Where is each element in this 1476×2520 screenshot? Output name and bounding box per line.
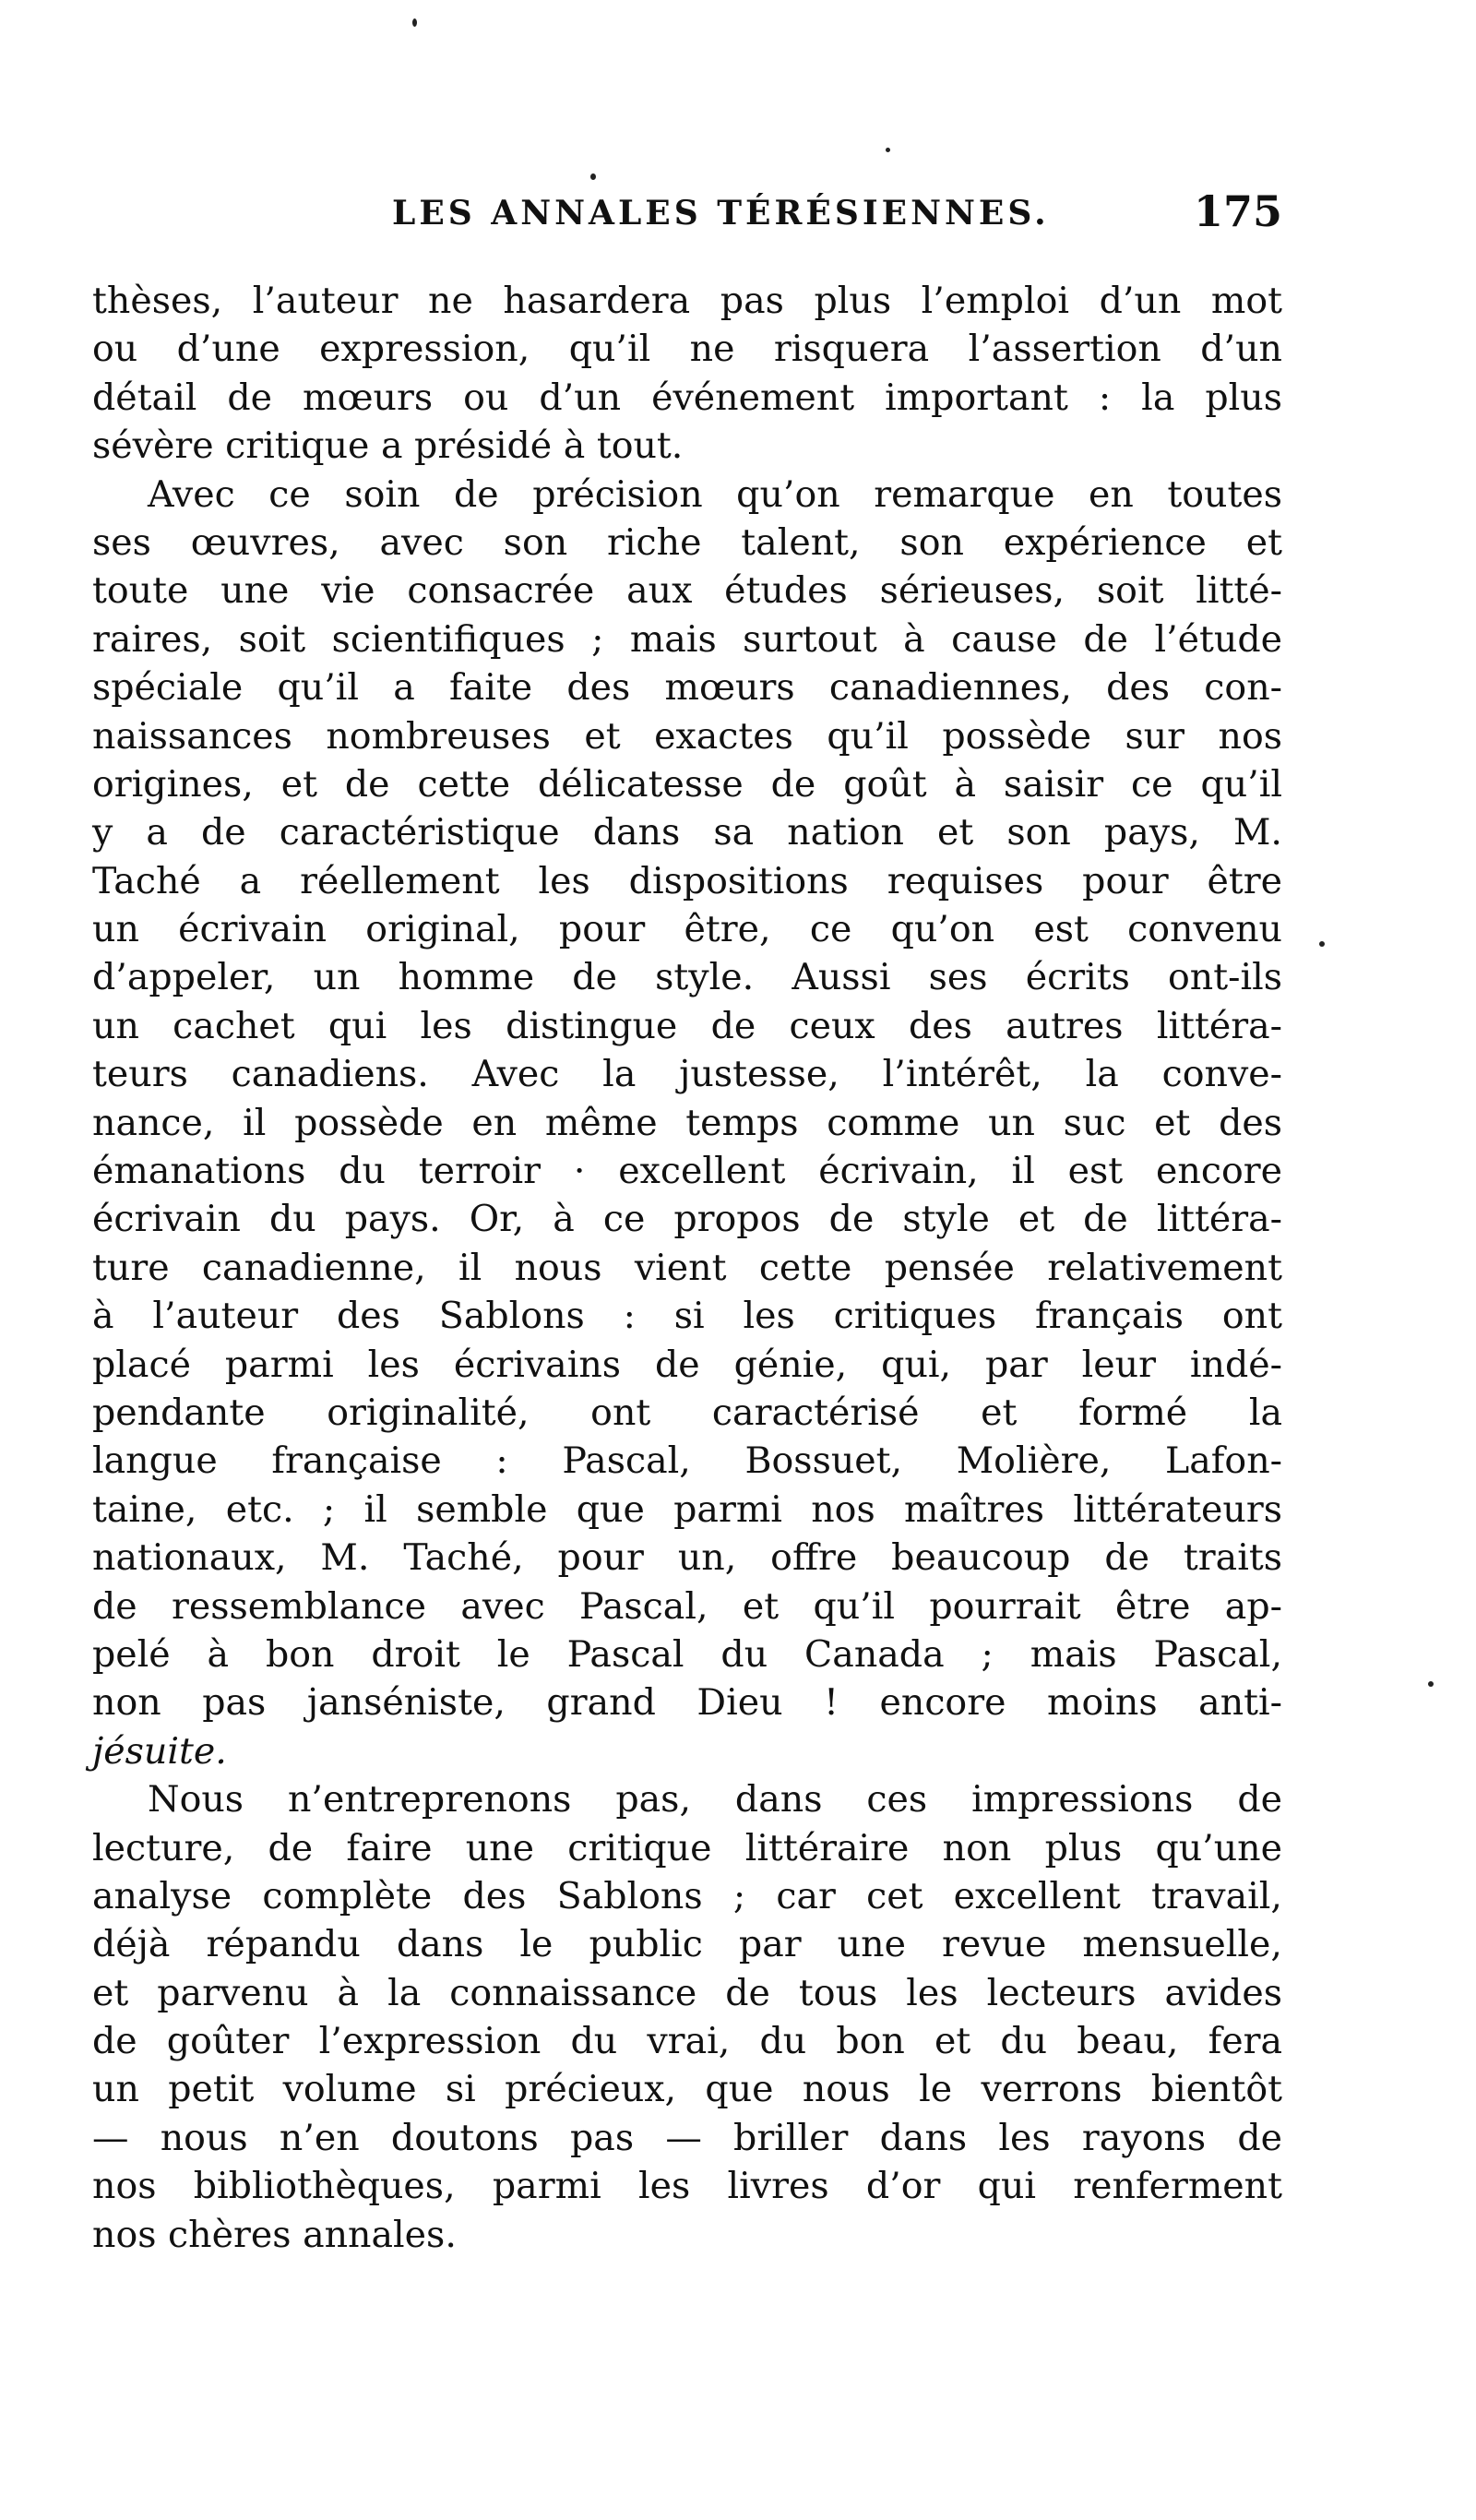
text-line: Nous n’entreprenons pas, dans ces impressions de — [148, 1778, 1282, 1821]
paragraph-1 — [92, 277, 1282, 471]
text-line: de goûter l’expression du vrai, du bon et du beau, fera — [92, 2020, 1282, 2063]
text-line: langue française : Pascal, Bossuet, Molière, Lafon- — [92, 1439, 1282, 1483]
text-line: sévère critique a présidé à tout. — [92, 424, 684, 468]
text-line: raires, soit scientifiques ; mais surtout à cause de l’étude — [92, 617, 1282, 661]
text-line: de ressemblance avec Pascal, et qu’il pourrait être ap- — [92, 1584, 1282, 1628]
text-line: ou d’une expression, qu’il ne risquera l’assertion d’un — [92, 328, 1282, 371]
text-line: déjà répandu dans le public par une revue mensuelle, — [92, 1923, 1282, 1966]
text-line: ses œuvres, avec son riche talent, son expérience et — [92, 520, 1282, 564]
text-line: nance, il possède en même temps comme un suc et des — [92, 1101, 1282, 1144]
text-line: nationaux, M. Taché, pour un, offre beaucoup de traits — [92, 1536, 1282, 1580]
text-line: un écrivain original, pour être, ce qu’on est convenu — [92, 908, 1282, 951]
text-line: un cachet qui les distingue de ceux des autres littéra- — [92, 1004, 1282, 1047]
text-line: d’appeler, un homme de style. Aussi ses écrits ont-ils — [92, 956, 1282, 999]
text-line: émanations du terroir · excellent écrivain, il est encore — [92, 1150, 1282, 1193]
text-line: un petit volume si précieux, que nous le verrons bientôt — [92, 2068, 1282, 2111]
body-text — [92, 277, 1282, 2259]
text-line: toute une vie consacrée aux études sérieuses, soit litté- — [92, 569, 1282, 613]
text-line: thèses, l’auteur ne hasardera pas plus l’emploi d’un mot — [92, 280, 1282, 322]
ink-speck — [1319, 941, 1325, 947]
text-line: teurs canadiens. Avec la justesse, l’intérêt, la conve- — [92, 1053, 1282, 1096]
text-line: placé parmi les écrivains de génie, qui, par leur indé- — [92, 1343, 1282, 1386]
paragraph-2 — [92, 471, 1282, 1776]
text-line: Taché a réellement les dispositions requises pour être — [92, 859, 1282, 902]
text-line: jésuite. — [92, 1729, 227, 1773]
running-head — [92, 186, 1282, 249]
ink-speck — [1428, 1681, 1434, 1687]
text-line: — nous n’en doutons pas — briller dans les rayons de — [92, 2116, 1282, 2159]
text-line: pendante originalité, ont caractérisé et formé la — [92, 1391, 1282, 1434]
text-line: à l’auteur des Sablons : si les critiques français ont — [92, 1295, 1282, 1338]
text-line: nos bibliothèques, parmi les livres d’or qui renferment — [92, 2165, 1282, 2208]
page-number: 175 — [1193, 186, 1282, 236]
text-line: ture canadienne, il nous vient cette pensée relativement — [92, 1246, 1282, 1289]
text-line: origines, et de cette délicatesse de goût à saisir ce qu’il — [92, 762, 1282, 806]
running-title: LES ANNALES TÉRÉSIENNES. — [392, 194, 1050, 233]
ink-speck — [886, 148, 890, 152]
text-line: analyse complète des Sablons ; car cet excellent travail, — [92, 1874, 1282, 1917]
ink-speck — [590, 173, 596, 180]
text-line: spéciale qu’il a faite des mœurs canadiennes, des con- — [92, 666, 1282, 710]
text-line: et parvenu à la connaissance de tous les lecteurs avides — [92, 1971, 1282, 2014]
text-line: naissances nombreuses et exactes qu’il possède sur nos — [92, 714, 1282, 758]
text-line: nos chères annales. — [92, 2213, 457, 2256]
text-line: Avec ce soin de précision qu’on remarque en toutes — [148, 472, 1282, 516]
ink-speck — [412, 18, 417, 27]
text-line: lecture, de faire une critique littéraire non plus qu’une — [92, 1826, 1282, 1869]
text-line: détail de mœurs ou d’un événement important : la plus — [92, 376, 1282, 419]
text-line: y a de caractéristique dans sa nation et son pays, M. — [92, 811, 1282, 854]
text-line: pelé à bon droit le Pascal du Canada ; mais Pascal, — [92, 1632, 1282, 1676]
text-line: taine, etc. ; il semble que parmi nos maîtres littérateurs — [92, 1487, 1282, 1531]
paragraph-3 — [92, 1775, 1282, 2259]
text-line: écrivain du pays. Or, à ce propos de style et de littéra- — [92, 1198, 1282, 1241]
text-line: non pas janséniste, grand Dieu ! encore moins anti- — [92, 1681, 1282, 1725]
